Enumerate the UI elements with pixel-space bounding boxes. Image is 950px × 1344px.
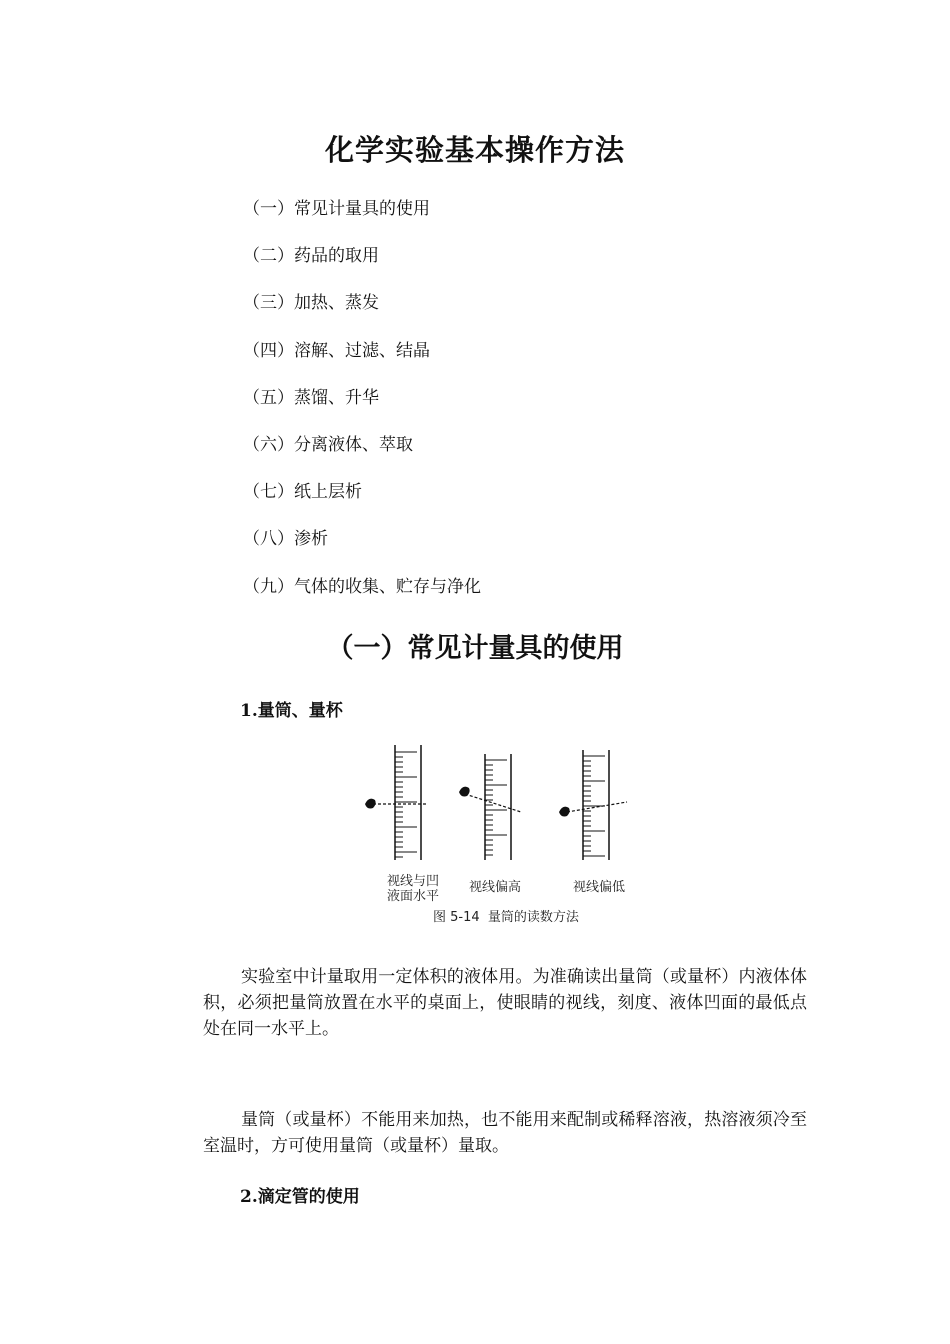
toc-item: （五）蒸馏、升华 <box>243 387 379 408</box>
table-of-contents <box>243 196 481 621</box>
subheading-burette: 2.滴定管的使用 <box>240 1187 360 1207</box>
subheading-graduated-cylinder: 1.量筒、量杯 <box>240 701 343 721</box>
toc-item: （九）气体的收集、贮存与净化 <box>243 576 481 597</box>
figure-label-level: 视线与凹 <box>387 874 440 889</box>
toc-item: （四）溶解、过滤、结晶 <box>243 340 430 361</box>
toc-item: （七）纸上层析 <box>243 482 362 503</box>
figure-caption: 图 5-14 量筒的读数方法 <box>433 910 579 925</box>
cylinder-reading-figure <box>355 740 655 930</box>
paragraph-reading: 实验室中计量取用一定体积的液体用。为准确读出量筒（或量杯）内液体体积，必须把量筒放置在水平的桌面上，使眼睛的视线，刻度、液体凹面的最低点处在同一水平上。 <box>203 967 807 1039</box>
toc-item: （八）渗析 <box>243 529 328 550</box>
page-title: 化学实验基本操作方法 <box>324 133 625 167</box>
figure-label-low: 视线偏低 <box>573 880 626 895</box>
figure-label-high: 视线偏高 <box>469 880 522 895</box>
toc-item: （一）常见计量具的使用 <box>243 199 430 219</box>
toc-item: （二）药品的取用 <box>243 246 379 267</box>
section-title: （一）常见计量具的使用 <box>326 633 624 664</box>
figure-label-level-2: 液面水平 <box>387 889 440 904</box>
toc-item: （六）分离液体、萃取 <box>243 434 413 455</box>
paragraph-heating-warning: 量筒（或量杯）不能用来加热，也不能用来配制或稀释溶液，热溶液须冷至室温时，方可使用量筒（或量杯）量取。 <box>203 1110 807 1156</box>
toc-item: （三）加热、蒸发 <box>243 293 379 314</box>
